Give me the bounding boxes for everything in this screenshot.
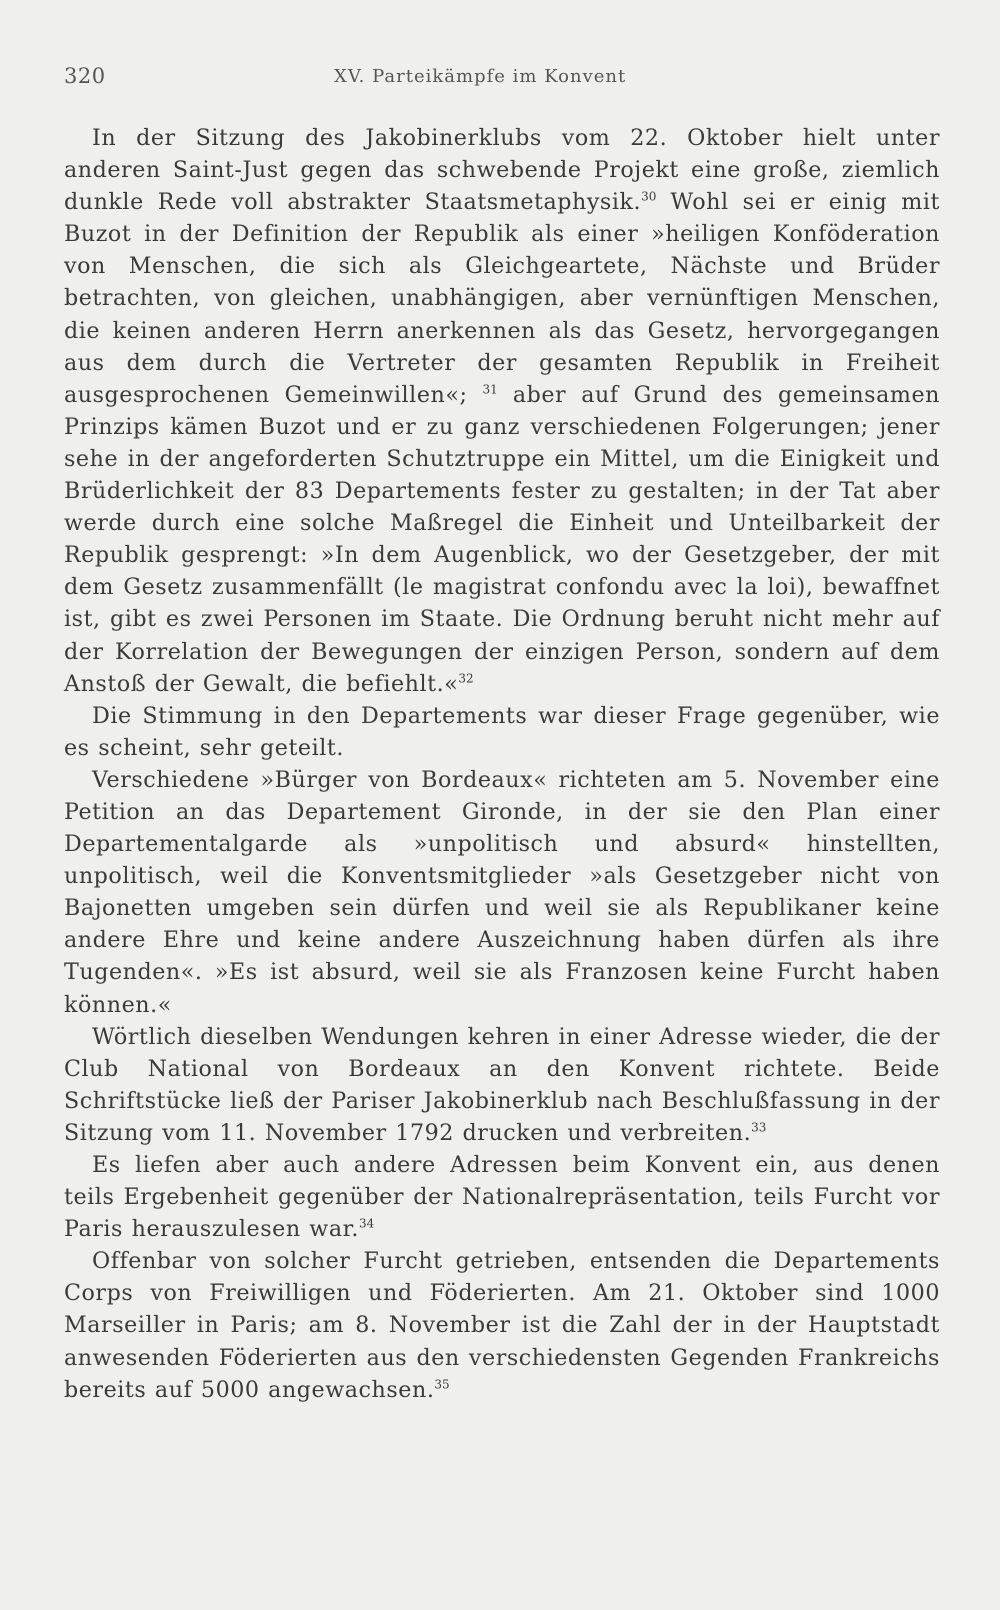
footnote-marker: 33 xyxy=(751,1120,767,1135)
text-segment: In der Sitzung des Jakobinerklubs vom 22. Oktober hielt unter anderen Saint-Just gegen das schwebende Projekt eine große, ziemlich dunkle Rede voll abstrakter Staatsmetaphysik. xyxy=(64,125,940,216)
paragraph xyxy=(64,1245,940,1405)
text-segment: Verschiedene »Bürger von Bordeaux« richteten am 5. November eine Petition an das Departement Gironde, in der sie den Plan einer Departementalgarde als »unpolitisch und absurd« hinstellten, unpolitisch, weil die Konventsmitglieder »als Gesetzgeber nicht von Bajonetten umgeben sein dürfen und weil sie als Republikaner keine andere Ehre und keine andere Auszeichnung haben dürfen als ihre Tugenden«. »Es ist absurd, weil sie als Franzosen keine Furcht haben können.« xyxy=(64,766,940,1018)
chapter-title: XV. Parteikämpfe im Konvent xyxy=(334,66,627,87)
paragraph xyxy=(64,1149,940,1245)
footnote-marker: 32 xyxy=(458,671,474,686)
text-segment: Die Stimmung in den Departements war dieser Frage gegenüber, wie es scheint, sehr geteilt. xyxy=(64,702,940,761)
text-segment: Wörtlich dieselben Wendungen kehren in einer Adresse wieder, die der Club National von Bordeaux an den Konvent richtete. Beide Schriftstücke ließ der Pariser Jakobinerklub nach Beschlußfassung in der Sitzung vom 11. November 1792 drucken und verbreiten. xyxy=(64,1023,941,1146)
body-text xyxy=(64,122,940,1406)
footnote-marker: 35 xyxy=(434,1377,450,1392)
text-segment: Wohl sei er einig mit Buzot in der Definition der Republik als einer »heiligen Konföderation von Menschen, die sich als Gleichgeartete, Nächste und Brüder betrachten, von gleichen, unabhängigen, aber vernünftigen Menschen, die keinen anderen Herrn anerkennen als das Gesetz, hervorgegangen aus dem durch die Vertreter der gesamten Republik in Freiheit ausgesprochenen Gemeinwillen«; xyxy=(64,189,941,408)
paragraph xyxy=(64,1021,940,1149)
page-number: 320 xyxy=(64,64,106,88)
text-segment: aber auf Grund des gemeinsamen Prinzips kämen Buzot und er zu ganz verschiedenen Folgerungen; jener sehe in der angeforderten Schutztruppe ein Mittel, um die Einigkeit und Brüderlichkeit der 83 Departements fester zu gestalten; in der Tat aber werde durch eine solche Maßregel die Einheit und Unteilbarkeit der Republik gesprengt: »In dem Augenblick, wo der Gesetzgeber, der mit dem Gesetz zusammenfällt (le magistrat confondu avec la loi), bewaffnet ist, gibt es zwei Personen im Staate. Die Ordnung beruht nicht mehr auf der Korrelation der Bewegungen der einzigen Person, sondern auf dem Anstoß der Gewalt, die befiehlt.« xyxy=(64,381,940,697)
paragraph xyxy=(64,700,940,764)
footnote-marker: 31 xyxy=(482,382,498,397)
running-head xyxy=(64,60,940,90)
footnote-marker: 30 xyxy=(641,189,657,204)
paragraph xyxy=(64,122,940,700)
book-page xyxy=(64,60,940,1406)
text-segment: Offenbar von solcher Furcht getrieben, entsenden die Departements Corps von Freiwilligen und Föderierten. Am 21. Oktober sind 1000 Marseiller in Paris; am 8. November ist die Zahl der in der Hauptstadt anwesenden Föderierten aus den verschiedensten Gegenden Frankreichs bereits auf 5000 angewachsen. xyxy=(64,1248,940,1403)
text-segment: Es liefen aber auch andere Adressen beim Konvent ein, aus denen teils Ergebenheit gegenüber der Nationalrepräsentation, teils Furcht vor Paris herauszulesen war. xyxy=(64,1152,940,1243)
footnote-marker: 34 xyxy=(358,1216,375,1231)
paragraph xyxy=(64,764,940,1021)
